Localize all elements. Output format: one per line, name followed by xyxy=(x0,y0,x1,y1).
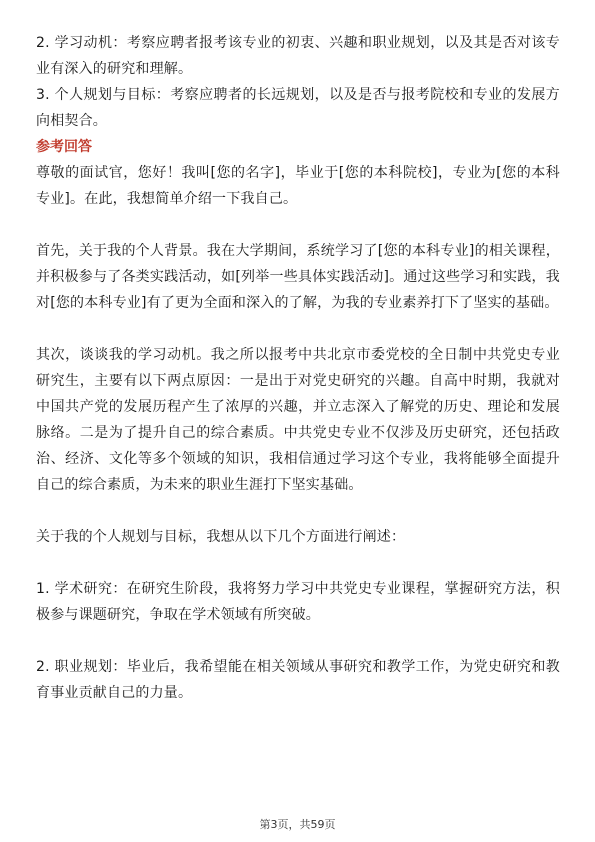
answer-motivation: 其次，谈谈我的学习动机。我之所以报考中共北京市委党校的全日制中共党史专业研究生，主要有以下两点原因：一是出于对党史研究的兴趣。自高中时期，我就对中国共产党的发展历程产生了浓厚的兴趣，并立志深入了解党的历史、理论和发展脉络。二是为了提升自己的综合素质。中共党史专业不仅涉及历史研究，还包括政治、经济、文化等多个领域的知识，我相信通过学习这个专业，我将能够全面提升自己的综合素质，为未来的职业生涯打下坚实基础。 xyxy=(36,347,560,493)
paragraph-gap xyxy=(36,212,560,238)
intro-item-3: 3. 个人规划与目标：考察应聘者的长远规划，以及是否与报考院校和专业的发展方向相契合。 xyxy=(36,87,560,129)
paragraph-gap xyxy=(36,498,560,524)
answer-background: 首先，关于我的个人背景。我在大学期间，系统学习了[您的本科专业]的相关课程，并积极参与了各类实践活动，如[列举一些具体实践活动]。通过这些学习和实践，我对[您的本科专业]有了更为全面和深入的了解，为我的专业素养打下了坚实的基础。 xyxy=(36,243,560,311)
page-footer: 第3页，共59页 xyxy=(259,818,336,831)
intro-item-2: 2. 学习动机：考察应聘者报考该专业的初衷、兴趣和职业规划，以及其是否对该专业有深入的研究和理解。 xyxy=(36,35,560,77)
paragraph-gap xyxy=(36,550,560,576)
document-body xyxy=(36,30,560,706)
answer-greeting: 尊敬的面试官，您好！我叫[您的名字]，毕业于[您的本科院校]，专业为[您的本科专业]。在此，我想简单介绍一下我自己。 xyxy=(36,165,560,207)
answer-plan-2: 2. 职业规划：毕业后，我希望能在相关领域从事研究和教学工作，为党史研究和教育事业贡献自己的力量。 xyxy=(36,659,560,701)
paragraph-gap xyxy=(36,628,560,654)
paragraph-gap xyxy=(36,316,560,342)
answer-plan-intro: 关于我的个人规划与目标，我想从以下几个方面进行阐述： xyxy=(36,529,406,545)
answer-heading: 参考回答 xyxy=(36,139,92,155)
answer-plan-1: 1. 学术研究：在研究生阶段，我将努力学习中共党史专业课程，掌握研究方法，积极参与课题研究，争取在学术领域有所突破。 xyxy=(36,581,560,623)
